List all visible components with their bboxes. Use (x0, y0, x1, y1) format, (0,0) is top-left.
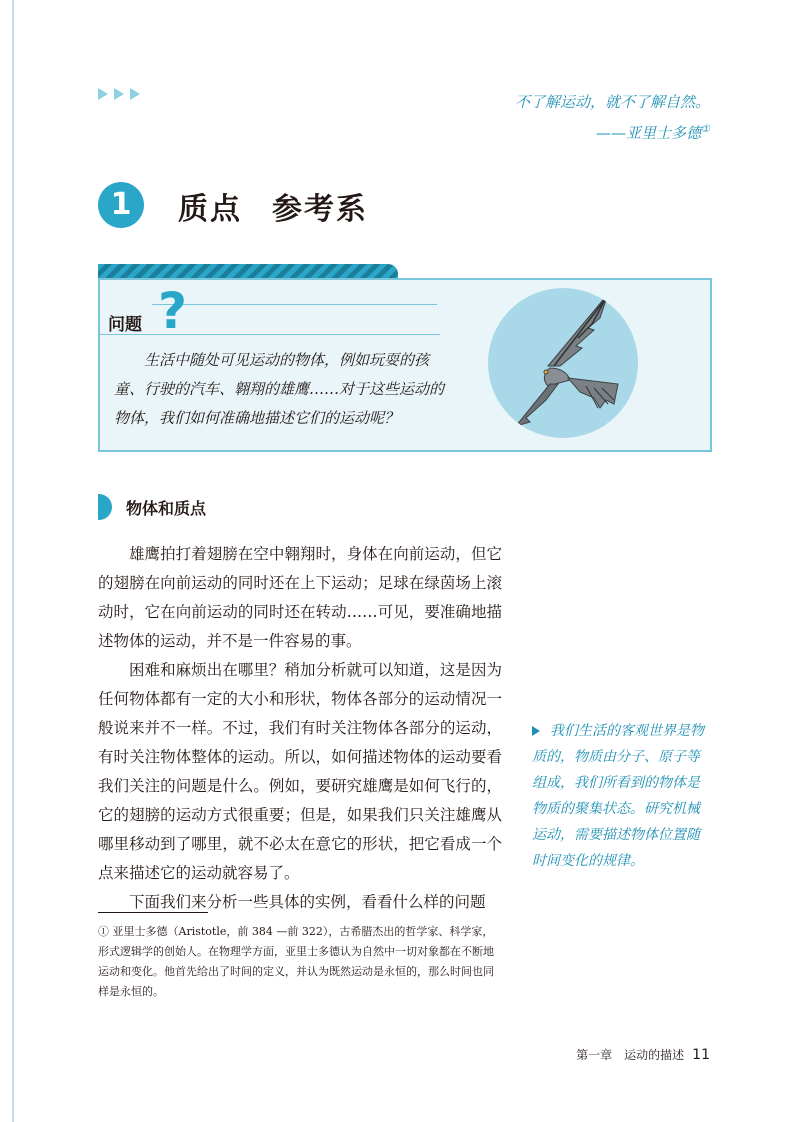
subsection-marker (98, 494, 112, 520)
page-folio (576, 1046, 710, 1063)
chapter-label: 第一章 运动的描述 (576, 1048, 685, 1062)
decorative-arrows (98, 88, 140, 100)
page-number: 11 (692, 1047, 710, 1063)
arrow-icon (98, 88, 108, 100)
problem-box (98, 278, 712, 452)
footnote-mark[interactable]: ① (701, 124, 710, 135)
hawk-icon (488, 288, 638, 438)
problem-rule-top (152, 304, 437, 305)
problem-rule-bottom (100, 334, 440, 335)
quote-text: 不了解运动，就不了解自然。 (514, 93, 710, 111)
subsection-title: 物体和质点 (126, 499, 207, 518)
section-number-badge: 1 (98, 182, 144, 228)
section-title-part-a: 质点 (178, 192, 242, 227)
problem-text: 生活中随处可见运动的物体，例如玩耍的孩童、行驶的汽车、翱翔的雄鹰……对于这些运动的物体，我们如何准确地描述它们的运动呢？ (114, 351, 445, 427)
epigraph-quote (515, 88, 710, 147)
body-paragraph: 下面我们来分析一些具体的实例，看看什么样的问题 (129, 893, 486, 911)
body-paragraph: 雄鹰拍打着翅膀在空中翱翔时，身体在向前运动，但它的翅膀在向前运动的同时还在上下运动；足球在绿茵场上滚动时，它在向前运动的同时还在转动……可见，要准确地描述物体的运动，并不是一件容易的事。 (98, 545, 502, 650)
body-text (98, 540, 502, 917)
problem-label: 问题 (108, 315, 142, 335)
footnote-rule (98, 912, 208, 913)
hawk-illustration (488, 288, 638, 438)
section-title (178, 184, 368, 228)
body-paragraph: 困难和麻烦出在哪里？稍加分析就可以知道，这是因为任何物体都有一定的大小和形状，物体各部分的运动情况一般说来并不一样。不过，我们有时关注物体各部分的运动，有时关注物体整体的运动。所以，如何描述物体的运动要看我们关注的问题是什么。例如，要研究雄鹰是如何飞行的，它的翅膀的运动方式很重要；但是，如果我们只关注雄鹰从哪里移动到了哪里，就不必太在意它的形状，把它看成一个点来描述它的运动就容易了。 (98, 661, 502, 882)
side-note-text: 我们生活的客观世界是物质的，物质由分子、原子等组成，我们所看到的物体是物质的聚集状态。研究机械运动，需要描述物体位置随时间变化的规律。 (532, 723, 704, 869)
footnote: ① 亚里士多德（Aristotle，前 384 —前 322），古希腊杰出的哲学家、科学家，形式逻辑学的创始人。在物理学方面，亚里士多德认为自然中一切对象都在不断地运动和变化。他首先给出了时间的定义，并认为既然运动是永恒的，那么时间也同样是永恒的。 (98, 925, 494, 998)
arrow-icon (130, 88, 140, 100)
question-mark-icon: ? (158, 282, 188, 340)
quote-author: ——亚里士多德① (596, 124, 710, 142)
side-note (532, 718, 712, 874)
triangle-bullet-icon (532, 726, 540, 736)
page-edge-rule (12, 0, 14, 1122)
section-title-part-b: 参考系 (272, 192, 368, 227)
arrow-icon (114, 88, 124, 100)
